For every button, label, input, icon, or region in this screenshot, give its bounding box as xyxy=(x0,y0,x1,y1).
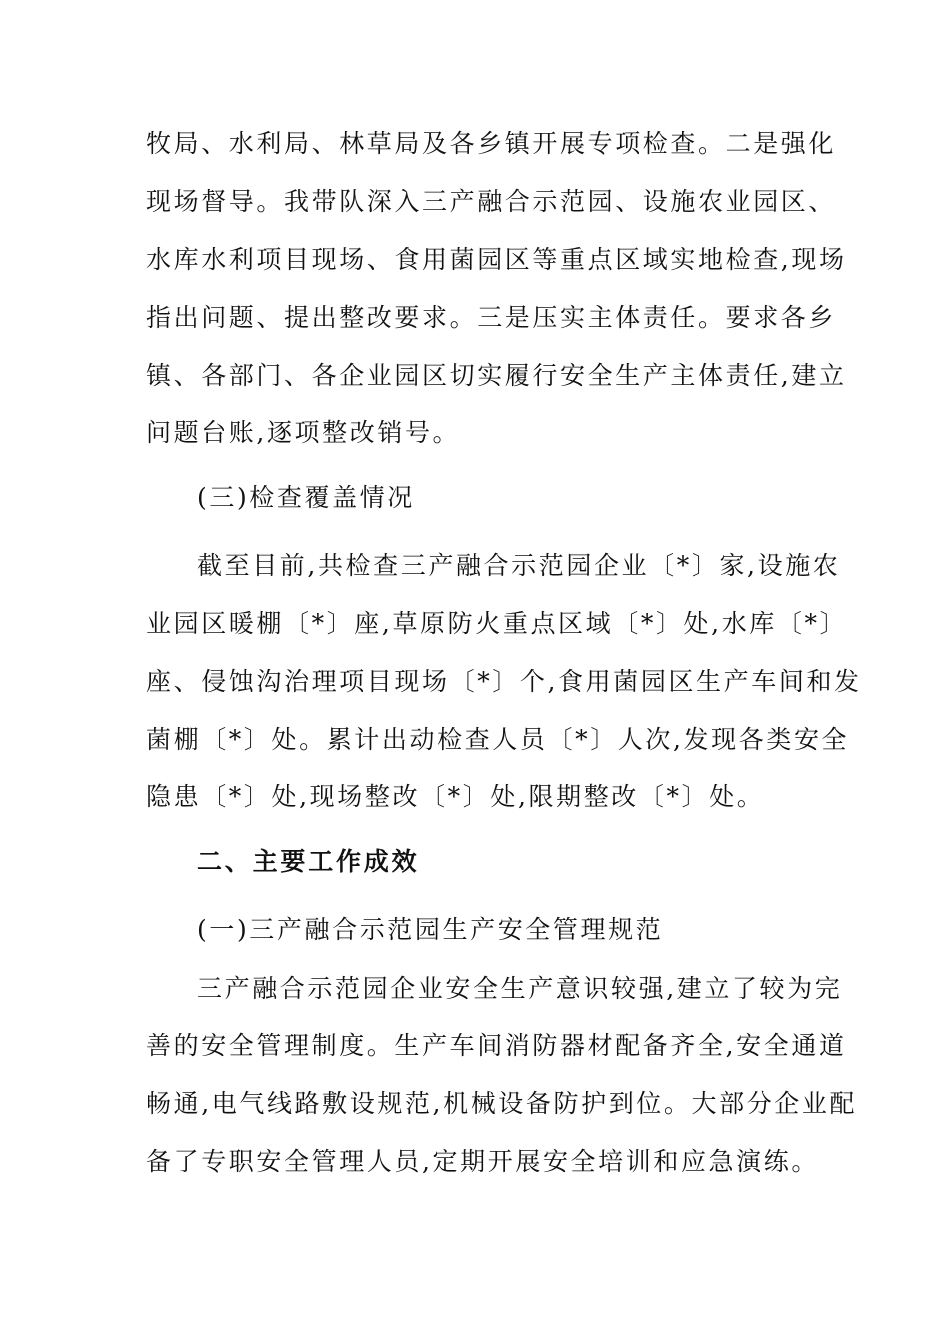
paragraph-line: 问题台账,逐项整改销号。 xyxy=(146,418,461,447)
section-heading: 二、主要工作成效 xyxy=(197,847,420,876)
paragraph-line: 善的安全管理制度。生产车间消防器材配备齐全,安全通道 xyxy=(146,1031,847,1060)
paragraph-line: 畅通,电气线路敷设规范,机械设备防护到位。大部分企业配 xyxy=(146,1089,858,1118)
paragraph-line: 三产融合示范园企业安全生产意识较强,建立了较为完 xyxy=(197,974,843,1003)
paragraph-line: 备了专职安全管理人员,定期开展安全培训和应急演练。 xyxy=(146,1147,819,1176)
paragraph-line: 水库水利项目现场、食用菌园区等重点区域实地检查,现场 xyxy=(146,245,847,274)
paragraph-line: 隐患〔*〕处,现场整改〔*〕处,限期整改〔*〕处。 xyxy=(146,782,765,811)
paragraph-line: 截至目前,共检查三产融合示范园企业〔*〕家,设施农 xyxy=(197,551,841,580)
paragraph-line: 现场督导。我带队深入三产融合示范园、设施农业园区、 xyxy=(146,187,837,216)
paragraph-line: 座、侵蚀沟治理项目现场〔*〕个,食用菌园区生产车间和发 xyxy=(146,667,862,696)
paragraph-line: 镇、各部门、各企业园区切实履行安全生产主体责任,建立 xyxy=(146,361,847,390)
paragraph-line: 菌棚〔*〕处。累计出动检查人员〔*〕人次,发现各类安全 xyxy=(146,725,850,754)
section-subheading: (三)检查覆盖情况 xyxy=(197,483,415,512)
paragraph-line: 业园区暖棚〔*〕座,草原防火重点区域〔*〕处,水库〔*〕 xyxy=(146,609,848,638)
section-subheading: (一)三产融合示范园生产安全管理规范 xyxy=(197,915,664,944)
paragraph-line: 指出问题、提出整改要求。三是压实主体责任。要求各乡 xyxy=(146,303,837,332)
paragraph-line: 牧局、水利局、林草局及各乡镇开展专项检查。二是强化 xyxy=(146,129,837,158)
